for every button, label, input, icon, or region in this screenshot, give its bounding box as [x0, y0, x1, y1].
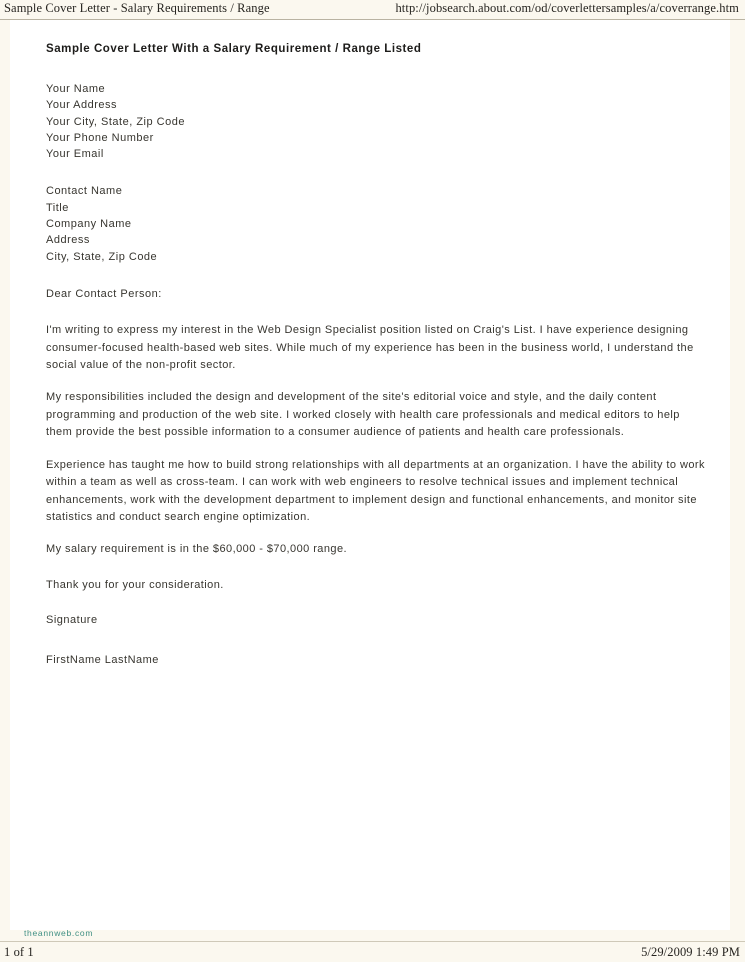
site-watermark: theannweb.com [24, 928, 94, 938]
cover-letter-body [46, 43, 706, 669]
sender-name: FirstName LastName [46, 654, 159, 667]
print-header [0, 0, 745, 18]
salutation: Dear Contact Person: [46, 287, 162, 300]
sender-line: Your Name [46, 83, 106, 95]
page-indicator: 1 of 1 [4, 944, 34, 959]
sender-line: Your Phone Number [46, 131, 154, 144]
recipient-address-block [46, 183, 706, 264]
sender-line: Your Email [46, 148, 104, 161]
body-paragraph-1: I'm writing to express my interest in the Web Design Specialist position listed on Craig's List. I have experience designing consumer-focused health-based web sites. While much of my experience has been in the business world, I understand the social value of the non-profit sector. [46, 324, 694, 372]
print-timestamp: 5/29/2009 1:49 PM [641, 944, 740, 959]
salary-requirement-paragraph: My salary requirement is in the $60,000 - $70,000 range. [46, 543, 348, 556]
sender-line: Your City, State, Zip Code [46, 115, 185, 128]
recipient-line: Title [46, 201, 69, 214]
print-header-document-title: Sample Cover Letter - Salary Requirements / Range [4, 1, 270, 15]
sender-address-block [46, 81, 706, 162]
signature-placeholder: Signature [46, 614, 98, 627]
letter-heading: Sample Cover Letter With a Salary Requirement / Range Listed [46, 43, 422, 55]
body-paragraph-3: Experience has taught me how to build strong relationships with all departments at an organization. I have the ability to work within a team as well as cross-team. I can work with web engineers to resolve technical issues and implement technical enhancements, work with the development department to implement design and functional enhancements, and monitor site statistics and conduct search engine optimization. [46, 458, 705, 523]
recipient-line: Contact Name [46, 185, 123, 198]
print-header-url: http://jobsearch.about.com/od/coverlettersamples/a/coverrange.htm [395, 1, 739, 15]
recipient-line: Company Name [46, 218, 132, 231]
recipient-line: Address [46, 234, 90, 247]
print-footer [0, 942, 745, 962]
sender-line: Your Address [46, 99, 118, 112]
letter-sheet [10, 20, 730, 930]
body-paragraph-2: My responsibilities included the design and development of the site's editorial voice and style, and the daily content programming and production of the web site. I worked closely with health care professionals and medical editors to help them provide the best possible information to a consumer audience of patients and health care professionals. [46, 391, 680, 439]
thank-you-paragraph: Thank you for your consideration. [46, 578, 224, 591]
recipient-line: City, State, Zip Code [46, 250, 158, 263]
